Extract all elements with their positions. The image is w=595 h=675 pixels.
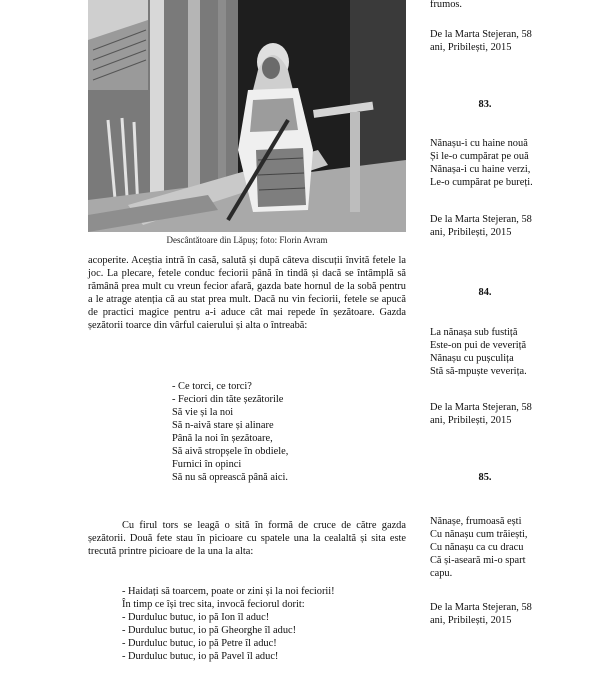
verse-line: Să vie și la noi: [172, 407, 234, 418]
verse-line: Să nu să oprească până aici.: [172, 472, 288, 483]
source-line: ani, Pribilești, 2015: [430, 42, 512, 53]
verse-number-84: 84.: [478, 287, 492, 298]
verse-ending: frumos.: [430, 0, 463, 10]
verse-line: Le-o cumpărat pe bureți.: [430, 177, 533, 188]
chant-line: - Haidați să toarcem, poate or zini și la noi feciorii!: [122, 586, 335, 597]
verse-line: Cu nănașu cum trăiești,: [430, 529, 528, 540]
verse-number-85: 85.: [478, 472, 492, 483]
chant-line: În timp ce își trec sita, invocă feciorul dorit:: [122, 599, 305, 610]
paragraph-sieve-text: Cu firul tors se leagă o sită în formă de cruce de către gazda șezătorii. Două fete stau în picioare cu spatele una la cealaltă și sita este trecută printre picioare de la una la alta:: [88, 520, 406, 557]
source-line: De la Marta Stejeran, 58: [430, 29, 532, 40]
verse-line: - Feciori din tăte șezătorile: [172, 394, 284, 405]
chant-line: - Durduluc butuc, io pă Petre îl aduc!: [122, 638, 277, 649]
verse-line: Stă să-mpuște veverița.: [430, 366, 527, 377]
sidebar-top: [430, 0, 580, 11]
source-line: De la Marta Stejeran, 58: [430, 402, 532, 413]
source-line: ani, Pribilești, 2015: [430, 227, 512, 238]
chant-line: - Durduluc butuc, io pă Gheorghe îl aduc!: [122, 625, 297, 636]
photo-image: [88, 0, 406, 232]
verse-line: Cu nănașu ca cu dracu: [430, 542, 524, 553]
source-line: ani, Pribilești, 2015: [430, 615, 512, 626]
source-attribution: [430, 601, 580, 627]
source-line: De la Marta Stejeran, 58: [430, 602, 532, 613]
paragraph-intro-text: acoperite. Aceștia intră în casă, salută și după câteva discuții învită fetele la joc. La plecare, fetele conduc feciorii până în tindă și dacă se întâmplă să rămână prea mult cu vreun fecior afară, gazda bate hornul de la sobă pentru a le atrage atenția că au stat prea mult. Dacă nu vin feciorii, fetele se apucă de practici magice pentru a-i aduce cât mai repede în șezătoare. Gazda șezătorii toarce din vârful caierului și alta o întreabă:: [88, 255, 406, 331]
verse-line: capu.: [430, 568, 453, 579]
source-attribution: [430, 28, 580, 54]
verse-line: Că și-aseară mi-o spart: [430, 555, 526, 566]
source-attribution: [430, 213, 580, 239]
verse-line: Să aivă stropșele în obdiele,: [172, 446, 289, 457]
verse-line: La nănașa sub fustiță: [430, 327, 518, 338]
photo: [88, 0, 406, 232]
source-line: De la Marta Stejeran, 58: [430, 214, 532, 225]
chant-line: - Durduluc butuc, io pă Ion îl aduc!: [122, 612, 270, 623]
chant-lines: [122, 585, 335, 663]
photo-caption: Descântătoare din Lăpuș; foto: Florin Avram: [166, 235, 328, 245]
paragraph-sieve: [88, 519, 406, 558]
verse-84: [430, 326, 580, 378]
source-attribution: [430, 401, 580, 427]
verse-line: - Ce torci, ce torci?: [172, 381, 252, 392]
chant-line: - Durduluc butuc, io pă Pavel îl aduc!: [122, 651, 279, 662]
verse-line: Până la noi în șezătoare,: [172, 433, 273, 444]
verse-line: Nănașe, frumoasă ești: [430, 516, 522, 527]
paragraph-intro: [88, 254, 406, 332]
verse-line: Este-on pui de veveriță: [430, 340, 527, 351]
verse-85: [430, 515, 580, 580]
verse-line: Furnici în opinci: [172, 459, 242, 470]
verse-number-83: 83.: [478, 99, 492, 110]
verse-line: Nănașa-i cu haine verzi,: [430, 164, 531, 175]
verse-line: Să n-aivă stare și alinare: [172, 420, 274, 431]
source-line: ani, Pribilești, 2015: [430, 415, 512, 426]
verse-83: [430, 137, 580, 189]
verse-line: Nănașu cu pușculița: [430, 353, 514, 364]
verse-line: Nănașu-i cu haine nouă: [430, 138, 528, 149]
verse-incantation: [172, 380, 288, 484]
verse-line: Și le-o cumpărat pe ouă: [430, 151, 529, 162]
